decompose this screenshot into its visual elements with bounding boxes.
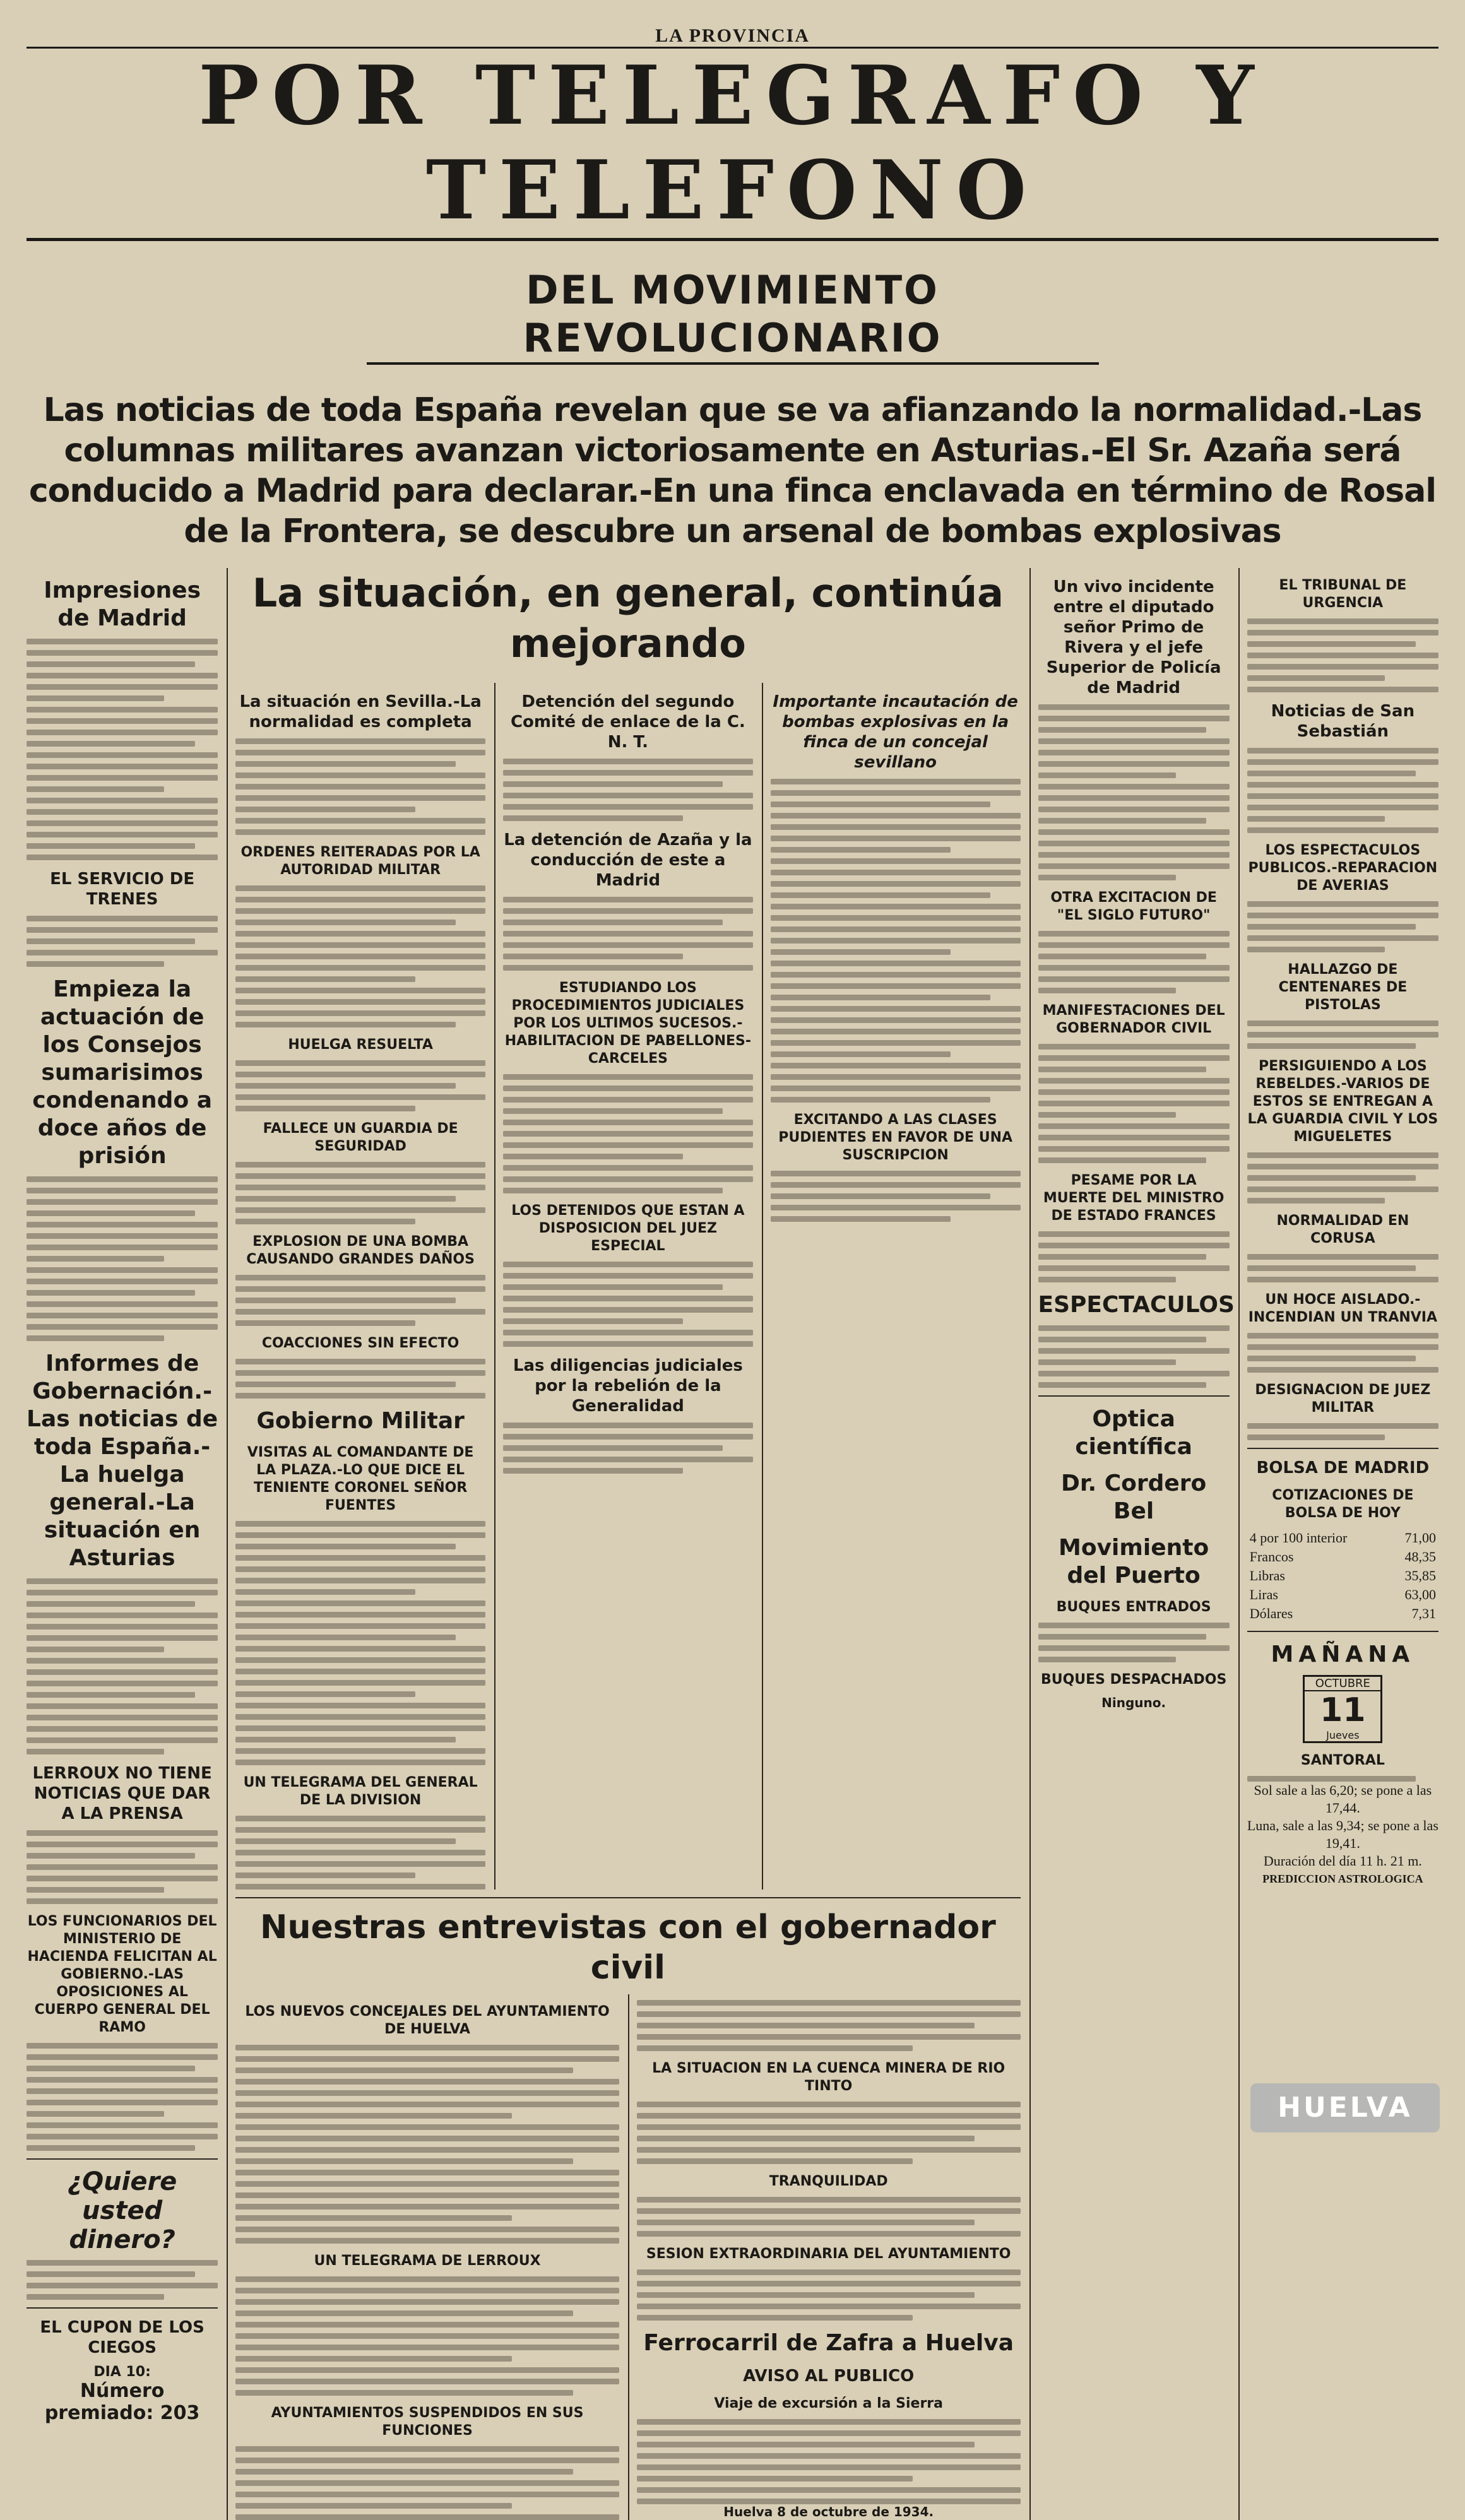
divider bbox=[235, 1897, 1020, 1898]
headline: La situación en Sevilla.-La normalidad es completa bbox=[239, 692, 482, 731]
headline: Impresiones de Madrid bbox=[44, 577, 201, 631]
article-body bbox=[637, 2102, 1021, 2164]
bolsa-label: 4 por 100 interior bbox=[1249, 1530, 1348, 1546]
article-body bbox=[1247, 618, 1438, 692]
banner-headline: Las noticias de toda España revelan que se va afianzando la normalidad.-Las columnas militares avanzan victoriosamente en Asturias.-El Sr. Azaña será conducido a Madrid para declarar.-En una finca enclavada en término de Rosal de la Frontera, se descubre un arsenal de bombas explosivas bbox=[28, 391, 1437, 550]
article-body bbox=[235, 2446, 619, 2520]
article-body bbox=[1247, 1333, 1438, 1373]
center-columns bbox=[235, 683, 1020, 1890]
interview-column-2 bbox=[628, 1994, 1021, 2520]
article-body bbox=[771, 779, 1021, 1103]
headline: Optica científica bbox=[1075, 1406, 1192, 1460]
article-body bbox=[503, 1423, 753, 1474]
bolsa-value: 48,35 bbox=[1404, 1549, 1436, 1565]
article-body bbox=[235, 1521, 485, 1765]
cupon-day: DIA 10: bbox=[93, 2364, 151, 2380]
listings bbox=[1038, 1325, 1230, 1388]
headline: BUQUES ENTRADOS bbox=[1056, 1599, 1211, 1615]
article-body bbox=[27, 1578, 218, 1754]
headline: AVISO AL PUBLICO bbox=[743, 2367, 915, 2386]
article-body bbox=[235, 1275, 485, 1326]
headline: Detención del segundo Comité de enlace de la C. N. T. bbox=[510, 692, 745, 752]
article-body bbox=[27, 1176, 218, 1341]
headline: HALLAZGO DE CENTENARES DE PISTOLAS bbox=[1278, 962, 1408, 1013]
ninguno: Ninguno. bbox=[1101, 1695, 1166, 1710]
headline: AYUNTAMIENTOS SUSPENDIDOS EN SUS FUNCIONES bbox=[271, 2405, 584, 2439]
table-row bbox=[1247, 1529, 1438, 1547]
headline: UN TELEGRAMA DE LERROUX bbox=[314, 2253, 541, 2269]
headline: SESION EXTRAORDINARIA DEL AYUNTAMIENTO bbox=[646, 2246, 1011, 2262]
headline: LOS DETENIDOS QUE ESTAN A DISPOSICION DEL JUEZ ESPECIAL bbox=[511, 1203, 745, 1254]
interview-columns bbox=[235, 1994, 1020, 2520]
bolsa-value: 71,00 bbox=[1404, 1530, 1436, 1546]
bolsa-label: Francos bbox=[1249, 1549, 1294, 1565]
bolsa-value: 7,31 bbox=[1411, 1606, 1436, 1621]
masthead-title: POR TELEGRAFO Y TELEFONO bbox=[27, 49, 1438, 241]
article-body bbox=[235, 2045, 619, 2244]
headline: ORDENES REITERADAS POR LA AUTORIDAD MILITAR bbox=[240, 844, 480, 878]
table-row bbox=[1247, 1585, 1438, 1604]
headline: Viaje de excursión a la Sierra bbox=[714, 2396, 943, 2411]
article-body bbox=[1247, 901, 1438, 952]
calendar-box bbox=[1303, 1675, 1382, 1743]
article-body bbox=[235, 885, 485, 1027]
signoff: Huelva 8 de octubre de 1934. bbox=[723, 2504, 934, 2519]
divider bbox=[27, 2307, 218, 2309]
manana-title: MAÑANA bbox=[1271, 1642, 1415, 1667]
advertisement-title: ¿Quiere usted dinero? bbox=[67, 2167, 177, 2254]
article-body bbox=[1038, 1231, 1230, 1282]
headline: La detención de Azaña y la conducción de este a Madrid bbox=[504, 831, 752, 890]
article-body bbox=[503, 1074, 753, 1193]
almanac-moon: Luna, sale a las 9,34; se pone a las 19,41. bbox=[1247, 1818, 1438, 1851]
headline: LA SITUACION EN LA CUENCA MINERA DE RIO TINTO bbox=[652, 2061, 1005, 2094]
headline: Noticias de San Sebastián bbox=[1271, 702, 1415, 741]
column-3 bbox=[494, 683, 753, 1890]
bolsa-value: 35,85 bbox=[1404, 1568, 1436, 1583]
article-body bbox=[235, 1816, 485, 1890]
headline: NORMALIDAD EN CORUSA bbox=[1276, 1213, 1409, 1246]
article-body bbox=[235, 738, 485, 835]
almanac-duration: Duración del día 11 h. 21 m. bbox=[1263, 1853, 1422, 1869]
headline: Ferrocarril de Zafra a Huelva bbox=[643, 2330, 1014, 2356]
calendar-day: 11 bbox=[1320, 1691, 1366, 1729]
headline: VISITAS AL COMANDANTE DE LA PLAZA.-LO QUE DICE EL TENIENTE CORONEL SEÑOR FUENTES bbox=[247, 1445, 474, 1513]
article-body bbox=[27, 1830, 218, 1904]
bolsa-label: Libras bbox=[1249, 1568, 1285, 1583]
headline: COACCIONES SIN EFECTO bbox=[261, 1335, 460, 1351]
article-body bbox=[235, 1359, 485, 1399]
headline: Nuestras entrevistas con el gobernador civil bbox=[259, 1908, 996, 1987]
prediccion-title: PREDICCION ASTROLOGICA bbox=[1262, 1872, 1423, 1885]
calendar-month: OCTUBRE bbox=[1305, 1677, 1380, 1691]
article-body bbox=[27, 916, 218, 967]
article-body bbox=[1038, 1044, 1230, 1163]
table-row bbox=[1247, 1547, 1438, 1566]
headline: EL CUPON DE LOS CIEGOS bbox=[40, 2318, 205, 2357]
article-body bbox=[1038, 931, 1230, 993]
article-body bbox=[1247, 748, 1438, 833]
headline: UN HOCE AISLADO.-INCENDIAN UN TRANVIA bbox=[1248, 1292, 1438, 1325]
santoral-body bbox=[1247, 1776, 1438, 1782]
headline: LOS NUEVOS CONCEJALES DEL AYUNTAMIENTO DE HUELVA bbox=[245, 2004, 610, 2037]
article-body bbox=[771, 1171, 1021, 1222]
headline: DESIGNACION DE JUEZ MILITAR bbox=[1255, 1382, 1431, 1416]
almanac-sun: Sol sale a las 6,20; se pone a las 17,44. bbox=[1254, 1782, 1432, 1816]
article-body bbox=[235, 1162, 485, 1224]
headline: Un vivo incidente entre el diputado señor Primo de Rivera y el jefe Superior de Policía de Madrid bbox=[1046, 577, 1221, 697]
article-body bbox=[1247, 1423, 1438, 1440]
article-body bbox=[27, 639, 218, 860]
center-block bbox=[227, 568, 1020, 2520]
newspaper-kicker: LA PROVINCIA bbox=[27, 25, 1438, 49]
headline: MANIFESTACIONES DEL GOBERNADOR CIVIL bbox=[1042, 1003, 1225, 1036]
article-body bbox=[1038, 1623, 1230, 1662]
column-7 bbox=[1238, 568, 1438, 2520]
calendar-weekday: Jueves bbox=[1326, 1729, 1360, 1741]
column-2 bbox=[235, 683, 485, 1890]
headline: Movimiento del Puerto bbox=[1059, 1535, 1209, 1588]
headline: OTRA EXCITACION DE "EL SIGLO FUTURO" bbox=[1050, 890, 1217, 923]
headline: Gobierno Militar bbox=[256, 1408, 465, 1434]
article-body bbox=[503, 1262, 753, 1347]
cupon-number: Número premiado: 203 bbox=[44, 2380, 200, 2424]
headline: ESPECTACULOS bbox=[1038, 1292, 1235, 1318]
divider bbox=[27, 2158, 218, 2160]
headline: PERSIGUIENDO A LOS REBELDES.-VARIOS DE ESTOS SE ENTREGAN A LA GUARDIA CIVIL Y LOS MIGUELETES bbox=[1247, 1058, 1438, 1145]
article-body bbox=[503, 759, 753, 821]
headline: HUELGA RESUELTA bbox=[288, 1037, 433, 1053]
article-body bbox=[637, 2197, 1021, 2237]
headline: Empieza la actuación de los Consejos sumarisimos condenando a doce años de prisión bbox=[32, 976, 212, 1169]
column-6 bbox=[1029, 568, 1235, 2520]
column-1 bbox=[27, 568, 218, 2520]
article-body bbox=[1247, 1020, 1438, 1049]
divider bbox=[1247, 1448, 1438, 1449]
article-body bbox=[503, 897, 753, 971]
divider bbox=[1038, 1395, 1230, 1397]
headline: UN TELEGRAMA DEL GENERAL DE LA DIVISION bbox=[243, 1775, 478, 1808]
headline: PESAME POR LA MUERTE DEL MINISTRO DE ESTADO FRANCES bbox=[1043, 1173, 1225, 1224]
bolsa-subtitle: COTIZACIONES DE BOLSA DE HOY bbox=[1272, 1488, 1414, 1521]
headline: Importante incautación de bombas explosivas en la finca de un concejal sevillano bbox=[773, 692, 1018, 772]
article-body bbox=[1247, 1152, 1438, 1204]
article-body bbox=[1247, 1254, 1438, 1282]
article-body bbox=[637, 2269, 1021, 2321]
bolsa-title: BOLSA DE MADRID bbox=[1256, 1458, 1430, 1477]
archive-watermark: HUELVA bbox=[1250, 2083, 1440, 2133]
headline: EXCITANDO A LAS CLASES PUDIENTES EN FAVOR DE UNA SUSCRIPCION bbox=[778, 1112, 1013, 1163]
santoral-title: SANTORAL bbox=[1300, 1753, 1385, 1768]
article-body bbox=[235, 2276, 619, 2396]
headline: FALLECE UN GUARDIA DE SEGURIDAD bbox=[263, 1121, 458, 1154]
article-body bbox=[235, 1060, 485, 1111]
headline: Dr. Cordero Bel bbox=[1060, 1470, 1207, 1524]
article-body bbox=[27, 2043, 218, 2151]
column-4 bbox=[762, 683, 1021, 1890]
interview-column-1 bbox=[235, 1994, 619, 2520]
headline: EL SERVICIO DE TRENES bbox=[50, 870, 195, 909]
table-row bbox=[1247, 1604, 1438, 1623]
bolsa-label: Dólares bbox=[1249, 1606, 1293, 1621]
article-body bbox=[637, 2000, 1021, 2051]
article-body bbox=[1038, 704, 1230, 880]
section-heading: DEL MOVIMIENTO REVOLUCIONARIO bbox=[367, 266, 1099, 365]
lead-headline: La situación, en general, continúa mejorando bbox=[252, 570, 1004, 666]
divider bbox=[1247, 1631, 1438, 1632]
headline: Las diligencias judiciales por la rebelión de la Generalidad bbox=[513, 1356, 743, 1416]
headline: TRANQUILIDAD bbox=[769, 2174, 888, 2189]
headline: EL TRIBUNAL DE URGENCIA bbox=[1279, 577, 1407, 611]
headline: LOS FUNCIONARIOS DEL MINISTERIO DE HACIENDA FELICITAN AL GOBIERNO.-LAS OPOSICIONES AL CUERPO GENERAL DEL RAMO bbox=[27, 1914, 217, 2035]
headline: BUQUES DESPACHADOS bbox=[1040, 1672, 1227, 1688]
headline: Informes de Gobernación.-Las noticias de toda España.-La huelga general.-La situación en Asturias bbox=[27, 1351, 218, 1571]
headline: LERROUX NO TIENE NOTICIAS QUE DAR A LA PRENSA bbox=[32, 1764, 212, 1823]
bolsa-value: 63,00 bbox=[1404, 1587, 1436, 1602]
headline: LOS ESPECTACULOS PUBLICOS.-REPARACION DE AVERIAS bbox=[1248, 843, 1438, 894]
headline: EXPLOSION DE UNA BOMBA CAUSANDO GRANDES DAÑOS bbox=[246, 1234, 475, 1267]
bolsa-label: Liras bbox=[1249, 1587, 1278, 1602]
advertisement-body bbox=[27, 2260, 218, 2300]
bolsa-table bbox=[1247, 1529, 1438, 1623]
article-body bbox=[637, 2419, 1021, 2504]
headline: ESTUDIANDO LOS PROCEDIMIENTOS JUDICIALES POR LOS ULTIMOS SUCESOS.-HABILITACION DE PABELLONES-CARCELES bbox=[504, 980, 752, 1067]
table-row bbox=[1247, 1566, 1438, 1585]
column-grid bbox=[27, 568, 1438, 2520]
